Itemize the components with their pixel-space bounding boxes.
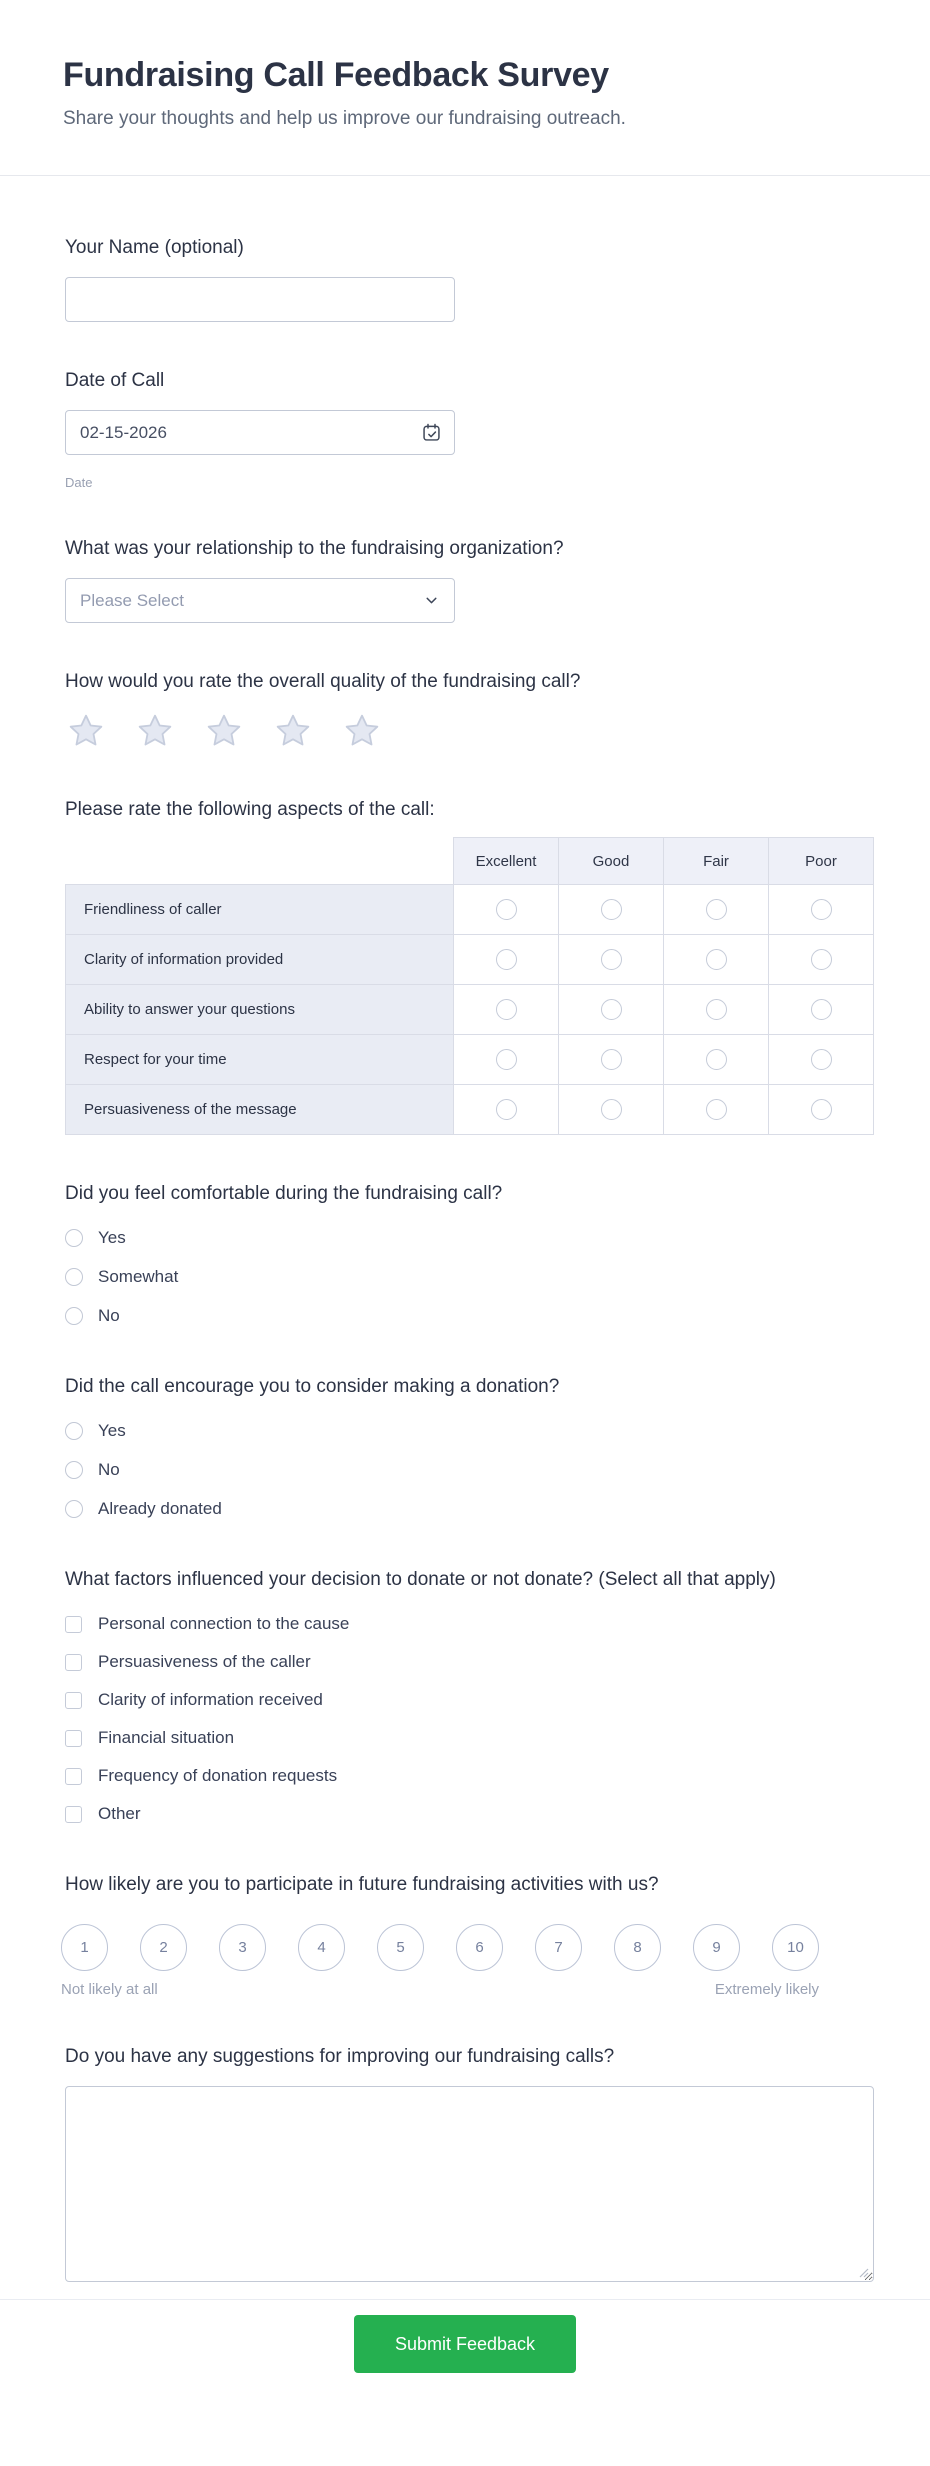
matrix-cell[interactable] — [664, 985, 769, 1035]
checkbox-option[interactable] — [65, 1802, 865, 1826]
option-label: Financial situation — [98, 1728, 235, 1747]
checkbox-option[interactable] — [65, 1650, 865, 1674]
matrix-radio[interactable] — [706, 1049, 727, 1070]
star-icon[interactable] — [272, 711, 314, 751]
matrix-cell[interactable] — [769, 885, 874, 935]
matrix-cell[interactable] — [454, 1035, 559, 1085]
matrix-radio[interactable] — [811, 999, 832, 1020]
question-quality-rating — [65, 670, 865, 751]
matrix-cell[interactable] — [664, 935, 769, 985]
question-label: Date of Call — [65, 370, 165, 391]
date-input[interactable] — [65, 410, 455, 455]
form-footer — [0, 2300, 930, 2418]
option-label: Somewhat — [98, 1267, 179, 1286]
question-label: What factors influenced your decision to donate or not donate? (Select all that apply) — [65, 1569, 776, 1590]
radio-option[interactable] — [65, 1458, 865, 1482]
scale-value: 10 — [787, 1939, 804, 1956]
option-label: Yes — [98, 1228, 126, 1247]
radio-option[interactable] — [65, 1419, 865, 1443]
matrix-cell[interactable] — [559, 1085, 664, 1135]
matrix-cell[interactable] — [559, 985, 664, 1035]
radio-option[interactable] — [65, 1497, 865, 1521]
scale-option-8[interactable] — [614, 1924, 661, 1971]
matrix-row-label: Persuasiveness of the message — [66, 1085, 454, 1135]
scale-value: 2 — [159, 1939, 168, 1956]
scale-captions — [61, 1981, 819, 1998]
star-icon[interactable] — [134, 711, 176, 751]
matrix-cell[interactable] — [559, 1035, 664, 1085]
matrix-cell[interactable] — [454, 935, 559, 985]
scale-option-9[interactable] — [693, 1924, 740, 1971]
question-suggestions — [65, 2045, 865, 2287]
suggestions-textarea[interactable] — [65, 2086, 874, 2282]
radio-group-donation — [65, 1419, 865, 1521]
date-input-wrap — [65, 410, 455, 455]
scale-value: 6 — [475, 1939, 484, 1956]
checkbox-option[interactable] — [65, 1764, 865, 1788]
scale-option-5[interactable] — [377, 1924, 424, 1971]
checkbox[interactable] — [65, 1692, 82, 1709]
matrix-cell[interactable] — [454, 885, 559, 935]
radio-option[interactable] — [65, 1265, 865, 1289]
scale-value: 8 — [633, 1939, 642, 1956]
question-label: How would you rate the overall quality of the fundraising call? — [65, 671, 581, 692]
relationship-select[interactable] — [65, 578, 455, 623]
matrix-row — [66, 985, 874, 1035]
option-label: No — [98, 1306, 120, 1325]
radio-button[interactable] — [65, 1461, 83, 1479]
question-label: What was your relationship to the fundraising organization? — [65, 538, 564, 559]
name-input[interactable] — [65, 277, 455, 322]
star-rating — [65, 711, 865, 751]
question-label: How likely are you to participate in future fundraising activities with us? — [65, 1874, 659, 1895]
matrix-radio[interactable] — [811, 1099, 832, 1120]
matrix-radio[interactable] — [601, 1049, 622, 1070]
radio-button[interactable] — [65, 1307, 83, 1325]
matrix-row — [66, 935, 874, 985]
textarea-wrap — [65, 2086, 874, 2287]
matrix-radio[interactable] — [811, 949, 832, 970]
matrix-column-header: Good — [559, 838, 664, 885]
question-name — [65, 236, 865, 322]
matrix-radio[interactable] — [601, 949, 622, 970]
scale-option-7[interactable] — [535, 1924, 582, 1971]
matrix-column-header: Excellent — [454, 838, 559, 885]
checkbox-option[interactable] — [65, 1612, 865, 1636]
question-aspects-matrix — [65, 798, 865, 1135]
checkbox-option[interactable] — [65, 1726, 865, 1750]
scale-value: 7 — [554, 1939, 563, 1956]
question-comfortable — [65, 1182, 865, 1328]
checkbox[interactable] — [65, 1616, 82, 1633]
scale-option-10[interactable] — [772, 1924, 819, 1971]
radio-option[interactable] — [65, 1304, 865, 1328]
matrix-cell[interactable] — [664, 1085, 769, 1135]
option-label: Already donated — [98, 1499, 222, 1518]
matrix-radio[interactable] — [496, 1049, 517, 1070]
select-placeholder: Please Select — [80, 590, 184, 610]
scale-value: 9 — [712, 1939, 721, 1956]
radio-button[interactable] — [65, 1422, 83, 1440]
radio-button[interactable] — [65, 1500, 83, 1518]
page-title: Fundraising Call Feedback Survey — [63, 56, 609, 94]
scale-value: 3 — [238, 1939, 247, 1956]
checkbox[interactable] — [65, 1806, 82, 1823]
rating-matrix-table — [65, 837, 874, 1135]
matrix-radio[interactable] — [601, 999, 622, 1020]
radio-option[interactable] — [65, 1226, 865, 1250]
matrix-radio[interactable] — [496, 1099, 517, 1120]
matrix-cell[interactable] — [769, 1085, 874, 1135]
matrix-column-header: Fair — [664, 838, 769, 885]
radio-button[interactable] — [65, 1229, 83, 1247]
scale-option-6[interactable] — [456, 1924, 503, 1971]
matrix-radio[interactable] — [706, 899, 727, 920]
question-label: Your Name (optional) — [65, 237, 244, 258]
checkbox-option[interactable] — [65, 1688, 865, 1712]
option-label: Persuasiveness of the caller — [98, 1652, 311, 1671]
matrix-radio[interactable] — [601, 1099, 622, 1120]
question-likelihood — [61, 1873, 865, 1998]
matrix-row — [66, 1035, 874, 1085]
calendar-icon[interactable] — [421, 422, 442, 443]
matrix-row-label: Clarity of information provided — [66, 935, 454, 985]
matrix-radio[interactable] — [496, 899, 517, 920]
matrix-radio[interactable] — [706, 949, 727, 970]
matrix-corner-cell — [66, 838, 454, 885]
option-label: Clarity of information received — [98, 1690, 323, 1709]
scale-option-4[interactable] — [298, 1924, 345, 1971]
question-donation — [65, 1375, 865, 1521]
matrix-header-row — [66, 838, 874, 885]
matrix-cell[interactable] — [559, 935, 664, 985]
radio-group-comfortable — [65, 1226, 865, 1328]
matrix-cell[interactable] — [559, 885, 664, 935]
option-label: Yes — [98, 1421, 126, 1440]
form-body — [0, 176, 930, 2287]
matrix-radio[interactable] — [496, 949, 517, 970]
matrix-row — [66, 1085, 874, 1135]
matrix-row — [66, 885, 874, 935]
matrix-cell[interactable] — [664, 1035, 769, 1085]
scale-right-caption: Extremely likely — [714, 1981, 819, 1998]
scale-value: 5 — [396, 1939, 405, 1956]
option-label: No — [98, 1460, 120, 1479]
checkbox[interactable] — [65, 1768, 82, 1785]
submit-feedback-button[interactable]: Submit Feedback — [354, 2315, 576, 2373]
matrix-cell[interactable] — [769, 985, 874, 1035]
scale-value: 4 — [317, 1939, 326, 1956]
scale-option-3[interactable] — [219, 1924, 266, 1971]
star-icon[interactable] — [203, 711, 245, 751]
matrix-row-label: Friendliness of caller — [66, 885, 454, 935]
matrix-cell[interactable] — [664, 885, 769, 935]
question-label: Please rate the following aspects of the call: — [65, 799, 435, 820]
matrix-radio[interactable] — [601, 899, 622, 920]
matrix-row-label: Ability to answer your questions — [66, 985, 454, 1035]
scale-option-1[interactable] — [61, 1924, 108, 1971]
question-date — [65, 369, 865, 490]
matrix-cell[interactable] — [454, 985, 559, 1035]
checkbox-group-factors — [65, 1612, 865, 1826]
matrix-cell[interactable] — [769, 1035, 874, 1085]
option-label: Frequency of donation requests — [98, 1766, 338, 1785]
page-subtitle: Share your thoughts and help us improve our fundraising outreach. — [63, 108, 626, 129]
matrix-column-header: Poor — [769, 838, 874, 885]
scale-value: 1 — [80, 1939, 89, 1956]
question-relationship — [65, 537, 865, 623]
radio-button[interactable] — [65, 1268, 83, 1286]
matrix-cell[interactable] — [454, 1085, 559, 1135]
matrix-radio[interactable] — [811, 1049, 832, 1070]
question-label: Did the call encourage you to consider making a donation? — [65, 1376, 560, 1397]
question-label: Did you feel comfortable during the fundraising call? — [65, 1183, 503, 1204]
question-label: Do you have any suggestions for improving our fundraising calls? — [65, 2046, 615, 2067]
matrix-radio[interactable] — [706, 1099, 727, 1120]
scale-option-2[interactable] — [140, 1924, 187, 1971]
option-label: Personal connection to the cause — [98, 1614, 350, 1633]
star-icon[interactable] — [65, 711, 107, 751]
checkbox[interactable] — [65, 1730, 82, 1747]
matrix-radio[interactable] — [811, 899, 832, 920]
option-label: Other — [98, 1804, 141, 1823]
scale-left-caption: Not likely at all — [61, 1981, 158, 1998]
form-header — [0, 0, 930, 175]
likelihood-scale — [61, 1924, 865, 1971]
chevron-down-icon — [423, 592, 440, 609]
matrix-row-label: Respect for your time — [66, 1035, 454, 1085]
matrix-cell[interactable] — [769, 935, 874, 985]
matrix-radio[interactable] — [706, 999, 727, 1020]
star-icon[interactable] — [341, 711, 383, 751]
matrix-radio[interactable] — [496, 999, 517, 1020]
date-sublabel: Date — [65, 475, 93, 490]
checkbox[interactable] — [65, 1654, 82, 1671]
question-factors — [65, 1568, 865, 1826]
